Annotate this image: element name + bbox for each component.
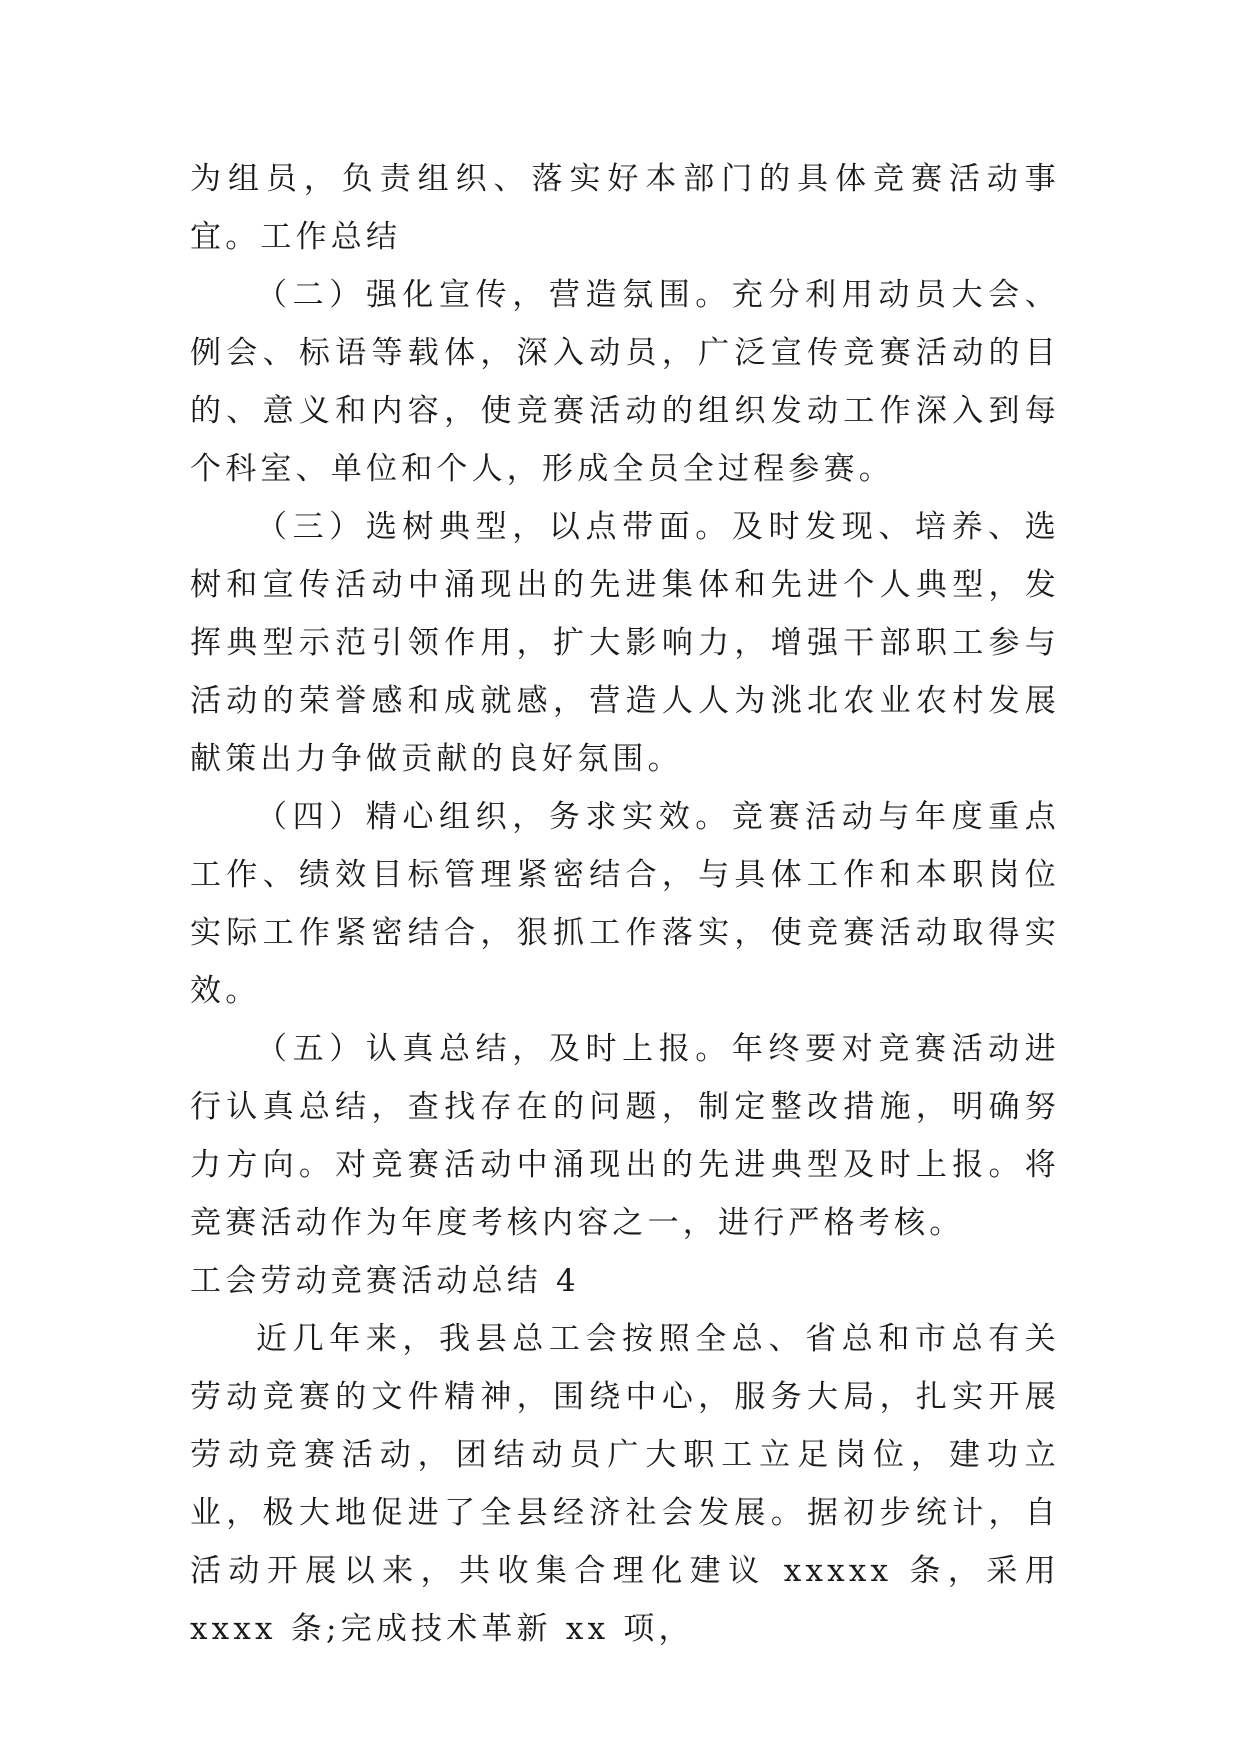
paragraph-role-models: （三）选树典型，以点带面。及时发现、培养、选树和宣传活动中涌现出的先进集体和先进个人典型，发挥典型示范引领作用，扩大影响力，增强干部职工参与活动的荣誉感和成就感，营造人人为洮北农业农村发展献策出力争做贡献的良好氛围。 <box>190 509 1060 777</box>
paragraph-section-intro: 近几年来，我县总工会按照全总、省总和市总有关劳动竞赛的文件精神，围绕中心，服务大局，扎实开展劳动竞赛活动，团结动员广大职工立足岗位，建功立业，极大地促进了全县经济社会发展。据初步统计，自活动开展以来，共收集合理化建议 xxxxx 条，采用 xxxx 条;完成技术革新 xx 项， <box>190 1321 1060 1647</box>
document-page <box>190 150 1060 1658</box>
paragraph-continuation: 为组员，负责组织、落实好本部门的具体竞赛活动事宜。工作总结 <box>190 161 1060 255</box>
paragraph-organization: （四）精心组织，务求实效。竞赛活动与年度重点工作、绩效目标管理紧密结合，与具体工作和本职岗位实际工作紧密结合，狠抓工作落实，使竞赛活动取得实效。 <box>190 799 1060 1009</box>
paragraph-publicity: （二）强化宣传，营造氛围。充分利用动员大会、例会、标语等载体，深入动员，广泛宣传竞赛活动的目的、意义和内容，使竞赛活动的组织发动工作深入到每个科室、单位和个人，形成全员全过程参赛。 <box>190 277 1060 487</box>
paragraph-summary-report: （五）认真总结，及时上报。年终要对竞赛活动进行认真总结，查找存在的问题，制定整改措施，明确努力方向。对竞赛活动中涌现出的先进典型及时上报。将竞赛活动作为年度考核内容之一，进行严格考核。 <box>190 1031 1060 1241</box>
section-title: 工会劳动竞赛活动总结 4 <box>190 1263 580 1299</box>
